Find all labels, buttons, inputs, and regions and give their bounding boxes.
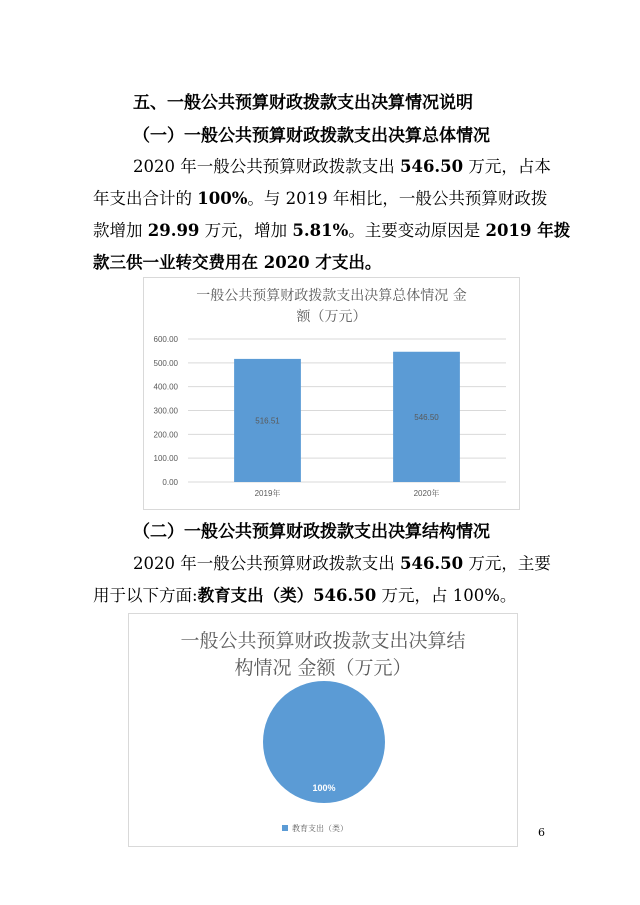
subsection-title-2: （二）一般公共预算财政拨款支出决算结构情况	[133, 522, 490, 542]
pie-chart	[128, 613, 518, 847]
bar-chart-plot	[144, 278, 519, 509]
bar-value-label: 516.51	[255, 416, 280, 426]
paragraph-1-line-2: 年支出合计的 100%。与 2019 年相比，一般公共预算财政拨	[93, 189, 548, 208]
pie-chart-legend	[282, 823, 348, 833]
y-tick-label: 500.00	[153, 358, 178, 368]
y-tick-label: 400.00	[153, 382, 178, 392]
bar-chart	[143, 277, 520, 510]
y-tick-label: 0.00	[162, 478, 178, 487]
y-tick-label: 600.00	[153, 335, 178, 344]
pie-data-label: 100%	[312, 783, 336, 793]
y-tick-label: 300.00	[153, 406, 178, 416]
pie-chart-plot	[129, 614, 517, 846]
y-tick-label: 100.00	[153, 454, 178, 464]
page-number: 6	[538, 826, 545, 839]
bar-chart-x-ticks	[255, 488, 440, 498]
subsection-title-1: （一）一般公共预算财政拨款支出决算总体情况	[133, 126, 490, 146]
legend-swatch	[282, 825, 288, 831]
bar-chart-y-ticks	[154, 335, 179, 487]
paragraph-2-line-1: 2020 年一般公共预算财政拨款支出 546.50 万元，主要	[133, 554, 551, 573]
paragraph-1-line-3: 款增加 29.99 万元，增加 5.81%。主要变动原因是 2019 年拨	[93, 221, 571, 240]
y-tick-label: 200.00	[153, 430, 178, 440]
bar-chart-title: 一般公共预算财政拨款支出决算总体情况 金 额（万元）	[196, 288, 467, 325]
x-tick-label: 2020年	[413, 489, 440, 498]
paragraph-2-line-2: 用于以下方面:教育支出（类）546.50 万元，占 100%。	[93, 586, 517, 605]
legend-label: 教育支出（类）	[292, 824, 348, 833]
section-title: 五、一般公共预算财政拨款支出决算情况说明	[133, 93, 473, 113]
x-tick-label: 2019年	[254, 489, 281, 498]
bar-chart-bars	[234, 352, 460, 482]
paragraph-1-line-1: 2020 年一般公共预算财政拨款支出 546.50 万元，占本	[133, 157, 551, 176]
pie-chart-title: 一般公共预算财政拨款支出决算结 构情况 金额（万元）	[180, 630, 466, 679]
paragraph-1-line-4: 款三供一业转交费用在 2020 才支出。	[93, 253, 382, 272]
bar-value-label: 546.50	[414, 412, 439, 422]
pie-chart-slices	[263, 681, 385, 803]
